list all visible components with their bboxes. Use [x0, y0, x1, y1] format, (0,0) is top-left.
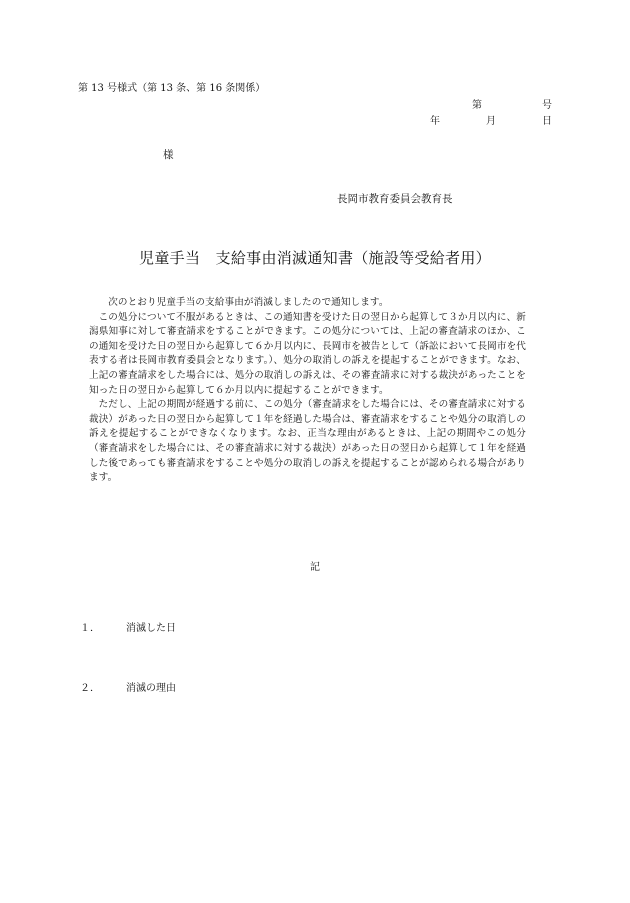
- document-number-suffix: 号: [542, 100, 552, 111]
- form-id: 第 13 号様式（第 13 条、第 16 条関係）: [78, 83, 266, 94]
- body-lead: 次のとおり児童手当の支給事由が消滅しましたので通知します。: [108, 297, 389, 308]
- item-number: ２．: [80, 683, 100, 694]
- notice-body: [89, 296, 526, 486]
- document-number-prefix: 第: [472, 100, 482, 111]
- item-label: 消滅の理由: [126, 683, 176, 694]
- date-day: 日: [542, 116, 552, 127]
- item-number: １．: [80, 623, 100, 634]
- document-title: 児童手当 支給事由消滅通知書（施設等受給者用）: [139, 249, 491, 267]
- addressee-honorific: 様: [163, 149, 174, 161]
- ki-heading: 記: [310, 562, 320, 573]
- sender-name: 長岡市教育委員会教育長: [337, 193, 453, 205]
- date-month: 月: [486, 116, 496, 127]
- item-label: 消滅した日: [126, 623, 176, 634]
- body-paragraph-1: この処分について不服があるときは、この通知書を受けた日の翌日から起算して３か月以内に、新潟県知事に対して審査請求をすることができます。この処分については、上記の審査請求のほか、この通知を受けた日の翌日から起算して６か月以内に、長岡市を被告として（訴訟において長岡市を代表する者は長岡市教育委員会となります。）、処分の取消しの訴えを提起することができます。なお、上記の審査請求をした場合には、処分の取消しの訴えは、その審査請求に対する裁決があったことを知った日の翌日から起算して６か月以内に提起することができます。: [89, 311, 526, 396]
- date-year: 年: [430, 116, 440, 127]
- body-paragraph-2: ただし、上記の期間が経過する前に、この処分（審査請求をした場合には、その審査請求に対する裁決）があった日の翌日から起算して１年を経過した場合は、審査請求をすることや処分の取消しの訴えを提起することができなくなります。なお、正当な理由があるときは、上記の期間やこの処分（審査請求をした場合には、その審査請求に対する裁決）があった日の翌日から起算して１年を経過した後であっても審査請求をすることや処分の取消しの訴えを提起することが認められる場合があります。: [89, 399, 526, 484]
